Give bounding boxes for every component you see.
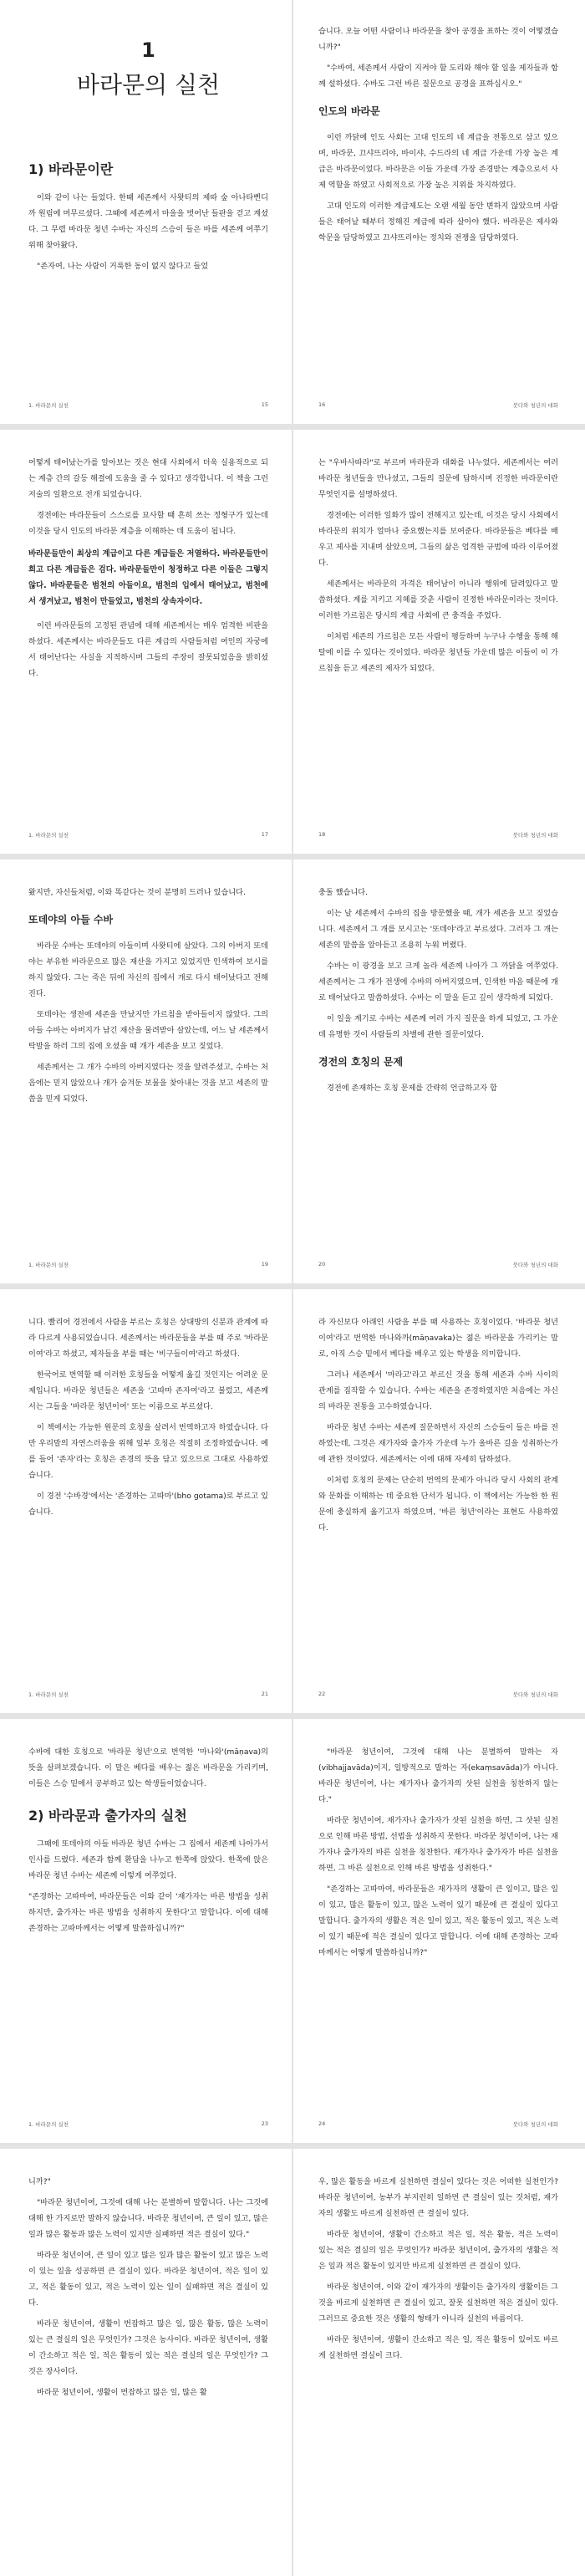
- page-footer: [318, 1691, 558, 1698]
- page-footer: [318, 401, 558, 409]
- page-21: [0, 1289, 292, 1713]
- page-26: [293, 2149, 585, 2576]
- page-number: 21: [261, 1691, 268, 1697]
- page-footer: [28, 2120, 268, 2128]
- running-title: 1. 바라문의 실천: [28, 402, 69, 409]
- page-number: 16: [318, 401, 326, 408]
- paragraph: 라 자신보다 아래인 사람을 부를 때 사용하는 호칭이었다. '바라문 청년이여'라고 번역한 마나와까(māṇavaka)는 젊은 바라문을 가리키는 말로, 아직 스승 밑에서 베다를 배우고 있는 학생을 의미합니다.: [318, 1318, 558, 1359]
- paragraph: 한국어로 번역할 때 이러한 호칭들을 어떻게 옮길 것인지는 어려운 문제입니다. 바라문 청년들은 세존을 '고따마 존자여'라고 불렀고, 세존께서는 그들을 '바라문 청년이여' 또는 이름으로 부르셨다.: [28, 1370, 268, 1411]
- section-heading: 또데야의 아들 수바: [28, 914, 114, 926]
- paragraph: "수바여, 세존께서 사람이 지켜야 할 도리와 해야 할 일을 제자들과 함께 설하셨다. 수바도 그런 바른 질문으로 공경을 표하십시오.": [318, 64, 558, 89]
- running-title: 붓다와 청년의 대화: [512, 832, 558, 839]
- paragraph: 습니다. 오늘 어떤 사람이나 바라문을 찾아 공경을 표하는 것이 어떻겠습니까?": [318, 27, 558, 52]
- paragraph: 니까?": [28, 2177, 51, 2186]
- page-23: [0, 1719, 292, 2143]
- paragraph: 세존께서는 바라문의 자격은 태어남이 아니라 행위에 달려있다고 말씀하셨다. 계를 지키고 지혜를 갖춘 사람이 진정한 바라문이라는 것이다. 이러한 가르침은 당시의 계급 사회에 큰 충격을 주었다.: [318, 579, 558, 620]
- paragraph: "존자여, 나는 사람이 거룩한 동이 없지 않다고 들었: [37, 262, 209, 271]
- page-number: 18: [318, 831, 326, 838]
- paragraph: 는 "우바사따라"로 부르며 바라문과 대화를 나누었다. 세존께서는 여러 바라문 청년들을 만나셨고, 그들의 질문에 답하시며 진정한 바라문이란 무엇인지를 설명하셨다.: [318, 458, 558, 499]
- paragraph: 우, 많은 활동을 바르게 실천하면 결실이 있다는 것은 어떠한 실천인가? 바라문 청년이여, 농부가 부지런히 일하면 큰 결실이 있는 것처럼, 재가자의 생활도 바르게 실천하면 큰 결실이 있다.: [318, 2177, 558, 2218]
- paragraph: 경전에는 이러한 일화가 많이 전해지고 있는데, 이것은 당시 사회에서 바라문의 위치가 얼마나 중요했는지를 보여준다. 바라문들은 베다를 배우고 제사를 지내며 살았으며, 그들의 삶은 엄격한 규범에 따라 이루어졌다.: [318, 511, 558, 568]
- page-16: [293, 0, 585, 424]
- spread-4: [0, 1289, 585, 1713]
- paragraph: 또데야는 생전에 세존을 만났지만 가르침을 받아들이지 않았다. 그의 아들 수바는 아버지가 남긴 재산을 물려받아 살았는데, 어느 날 세존께서 탁발을 하러 그의 집에 오셨을 때 개가 세존을 보고 짖었다.: [28, 1010, 268, 1051]
- section-heading: 2) 바라문과 출가자의 실천: [28, 1808, 187, 1824]
- paragraph: 수바는 이 광경을 보고 크게 놀라 세존께 나아가 그 까닭을 여쭈었다. 세존께서는 그 개가 전생에 수바의 아버지였으며, 인색한 마음 때문에 개로 태어났다고 말씀하셨다. 수바는 이 말을 듣고 깊이 생각하게 되었다.: [318, 962, 558, 1002]
- page-number: 22: [318, 1691, 326, 1697]
- section-heading: 인도의 바라문: [318, 105, 380, 117]
- page-footer: [28, 831, 268, 839]
- page-footer: [28, 401, 268, 409]
- paragraph: 이처럼 세존의 가르침은 모든 사람이 평등하며 누구나 수행을 통해 해탈에 이를 수 있다는 것이었다. 바라문 청년들 가운데 많은 이들이 이 가르침을 듣고 세존의 제자가 되었다.: [318, 632, 558, 673]
- running-title: 1. 바라문의 실천: [28, 2121, 69, 2128]
- paragraph: 그러나 세존께서 '마라고'라고 부르신 것을 통해 세존과 수바 사이의 관계를 짐작할 수 있습니다. 수바는 세존을 존경하였지만 처음에는 자신의 바라문 전통을 고수하였습니다.: [318, 1370, 558, 1411]
- paragraph: 바라문 청년이여, 생활이 번잡하고 많은 일, 많은 활: [37, 2388, 207, 2397]
- page-18: [293, 430, 585, 854]
- paragraph: 이 일을 계기로 수바는 세존께 여러 가지 질문을 하게 되었고, 그 가운데 유명한 것이 사람들의 차별에 관한 질문이었다.: [318, 1014, 558, 1039]
- page-footer: [28, 1691, 268, 1698]
- running-title: 붓다와 청년의 대화: [512, 402, 558, 409]
- running-title: 1. 바라문의 실천: [28, 1262, 69, 1268]
- paragraph: 충돌 했습니다.: [318, 888, 369, 897]
- paragraph: 바라문 청년이여, 이와 같이 재가자의 생활이든 출가자의 생활이든 그것을 바르게 실천하면 큰 결실이 있고, 잘못 실천하면 적은 결실이 있다. 그러므로 중요한 것은 생활의 형태가 아니라 실천의 바름이다.: [318, 2283, 558, 2324]
- page-19: [0, 860, 292, 1283]
- page-number: 20: [318, 1261, 326, 1268]
- paragraph: 이런 까닭에 인도 사회는 고대 인도의 네 계급을 전통으로 삼고 있으며, 바라문, 끄샤뜨리야, 바이샤, 수드라의 네 계급 가운데 가장 높은 계급은 바라문이었다. 바라문은 이들 가운데 가장 존경받는 계층으로서 사제 역할을 하였고 사회적으로 가장 높은 지위를 차지하였다.: [318, 133, 558, 190]
- page-footer: [318, 2120, 558, 2128]
- paragraph: 바라문 청년이여, 재가자나 출가자가 삿된 실천을 하면, 그 삿된 실천으로 인해 바른 방법, 선법을 성취하지 못한다. 바라문 청년이여, 나는 재가자나 출가자의 바른 실천을 칭찬한다. 재가자나 출가자가 바른 실천을 하면, 그 바른 실천으로 인해 바른 방법을 성취한다.": [318, 1816, 558, 1873]
- running-title: 붓다와 청년의 대화: [512, 1691, 558, 1698]
- paragraph: "바라문 청년이여, 그것에 대해 나는 분별하여 말하는 자(vibhajjavāda)이지, 일방적으로 말하는 자(ekaṃsavāda)가 아니다. 바라문 청년이여, 나는 재가자나 출가자의 삿된 실천을 칭찬하지 않는다.": [318, 1747, 558, 1804]
- spread-5: [0, 1719, 585, 2143]
- paragraph: 어떻게 태어났는가를 알아보는 것은 현대 사회에서 더욱 실용적으로 되는 계층 간의 갈등 해결에 도움을 줄 수 있다고 생각합니다. 이 책을 그런 저술의 일환으로 전개 되었습니다.: [28, 458, 268, 499]
- paragraph: 고대 인도의 이러한 계급제도는 오랜 세월 동안 변하지 않았으며 사람들은 태어날 때부터 정해진 계급에 따라 살아야 했다. 바라문은 제사와 학문을 담당하였고 끄샤뜨리야는 정치와 전쟁을 담당하였다.: [318, 201, 558, 242]
- spread-1: [0, 0, 585, 424]
- page-footer: [318, 831, 558, 839]
- running-title: 붓다와 청년의 대화: [512, 2121, 558, 2128]
- page-15: [0, 0, 292, 424]
- paragraph: 이와 같이 나는 들었다. 한때 세존께서 사왓티의 제따 숲 아나타삔디까 원림에 머무르셨다. 그때에 세존께서 마을을 벗어난 들판을 걷고 계셨다. 그 무렵 바라문 청년 수바는 자신의 스승이 들은 바를 세존께 여쭈기 위해 찾아왔다.: [28, 193, 268, 250]
- running-title: 1. 바라문의 실천: [28, 1691, 69, 1698]
- paragraph: 왔지만, 자신들처럼, 이와 똑같다는 것이 분명히 드러나 있습니다.: [28, 888, 246, 897]
- page-footer: [28, 1261, 268, 1268]
- page-footer: [318, 1261, 558, 1268]
- spread-6: [0, 2149, 585, 2576]
- paragraph: 이 책에서는 가능한 원문의 호칭을 살려서 번역하고자 하였습니다. 다만 우리말의 자연스러움을 위해 일부 호칭은 적절히 조정하였습니다. 예를 들어 '존자'라는 호칭은 존경의 뜻을 담고 있으므로 그대로 사용하였습니다.: [28, 1423, 268, 1480]
- section-heading: 1) 바라문이란: [28, 161, 114, 177]
- page-number: 23: [261, 2120, 268, 2127]
- page-25: [0, 2149, 292, 2576]
- running-title: 붓다와 청년의 대화: [512, 1262, 558, 1268]
- paragraph: 그때에 또데야의 아들 바라문 청년 수바는 그 집에서 세존께 나아가서 인사를 드렸다. 세존과 함께 환담을 나누고 한쪽에 앉았다. 한쪽에 앉은 바라문 청년 수바는 세존께 이렇게 여쭈었다.: [28, 1839, 268, 1880]
- running-title: 1. 바라문의 실천: [28, 832, 69, 839]
- quote: "존경하는 고따마여, 바라문들은 이와 같이 '재가자는 바른 방법을 성취하지만, 출가자는 바른 방법을 성취하지 못한다'고 말합니다. 이에 대해 존경하는 고따마께서는 어떻게 말씀하십니까?": [28, 1892, 268, 1933]
- spread-3: [0, 860, 585, 1283]
- paragraph: 바라문 수바는 또데야의 아들이며 사왓티에 살았다. 그의 아버지 또데야는 부유한 바라문으로 많은 재산을 가지고 있었지만 인색하여 보시를 하지 않았다. 그는 죽은 뒤에 자신의 집에서 개로 다시 태어났다고 전해진다.: [28, 941, 268, 998]
- paragraph: 니다. 빨리어 경전에서 사람을 부르는 호칭은 상대방의 신분과 관계에 따라 다르게 사용되었습니다. 세존께서는 바라문들을 부를 때 주로 '바라문이여'라고 하셨고, 제자들을 부를 때는 '비구들이여'라고 하셨다.: [28, 1318, 268, 1359]
- page-24: [293, 1719, 585, 2143]
- paragraph: "존경하는 고따마여, 바라문들은 재가자의 생활이 큰 일이고, 많은 일이 있고, 많은 활동이 있고, 많은 노력이 있기 때문에 큰 결실이 있다고 말합니다. 출가자의 생활은 적은 일이 있고, 적은 활동이 있고, 적은 노력이 있기 때문에 적은 결실이 있다고 말합니다. 이에 대해 존경하는 고따마께서는 어떻게 말씀하십니까?": [318, 1885, 558, 1957]
- page-number: 19: [261, 1261, 268, 1268]
- paragraph: 이는 날 세존께서 수바의 집을 방문했을 때, 개가 세존을 보고 짖었습니다. 세존께서 그 개를 보시고는 '또데야'라고 부르셨다. 그러자 그 개는 세존의 말씀을 알아듣고 조용히 누워 버렸다.: [318, 909, 558, 950]
- paragraph: 이 경전 '수바경'에서는 '존경하는 고따마'(bho gotama)로 부르고 있습니다.: [28, 1492, 268, 1517]
- paragraph: 경전에 존재하는 호칭 문제를 간략히 언급하고자 합: [327, 1084, 497, 1093]
- paragraph: 수바에 대한 호칭으로 '바라문 청년'으로 번역한 '마나와'(māṇava)의 뜻을 살펴보겠습니다. 이 말은 베다를 배우는 젊은 바라문을 가리키며, 이들은 스승 밑에서 공부하고 있는 학생들이었습니다.: [28, 1747, 268, 1788]
- chapter-title: 바라문의 실천: [76, 71, 221, 99]
- page-22: [293, 1289, 585, 1713]
- page-number: 24: [318, 2120, 326, 2127]
- paragraph: "바라문 청년이여, 그것에 대해 나는 분별하여 말합니다. 나는 그것에 대해 한 가지로만 말하지 않습니다. 바라문 청년이여, 큰 일이 있고, 많은 일과 많은 활동과 많은 노력이 있지만 실패하면 적은 결실이 있다.": [28, 2198, 268, 2239]
- paragraph: 바라문 청년이여, 생활이 간소하고 적은 일, 적은 활동이 있어도 바르게 실천하면 결실이 크다.: [318, 2335, 558, 2360]
- paragraph: 바라문 청년이여, 큰 일이 있고 많은 일과 많은 활동이 있고 많은 노력이 있는 일을 성공하면 큰 결실이 있다. 바라문 청년이여, 적은 일이 있고, 적은 활동이 있고, 적은 노력이 있는 일이 실패하면 적은 결실이 있다.: [28, 2251, 268, 2308]
- page-20: [293, 860, 585, 1283]
- page-17: [0, 430, 292, 854]
- section-heading: 경전의 호칭의 문제: [318, 1056, 404, 1068]
- spread-2: [0, 430, 585, 854]
- paragraph: 이처럼 호칭의 문제는 단순히 번역의 문제가 아니라 당시 사회의 관계와 문화를 이해하는 데 중요한 단서가 됩니다. 이 책에서는 가능한 한 원문에 충실하게 옮기고자 하였으며, '바른 청년'이라는 표현도 사용하였다.: [318, 1476, 558, 1533]
- chapter-number: 1: [141, 38, 155, 62]
- bold-quote: 바라문들만이 최상의 계급이고 다른 계급들은 저열하다. 바라문들만이 희고 다른 계급들은 검다. 바라문들만이 청정하고 다른 이들은 그렇지 않다. 바라문들은 범천의 아들이요, 범천의 입에서 태어났고, 범천에서 생겨났고, 범천이 만들었고, 범천의 상속자이다.: [28, 549, 268, 606]
- paragraph: 이런 바라문들의 고정된 관념에 대해 세존께서는 매우 엄격한 비판을 하셨다. 세존께서는 바라문들도 다른 계급의 사람들처럼 여인의 자궁에서 태어난다는 사실을 지적하시며 그들의 주장이 잘못되었음을 밝히셨다.: [28, 621, 268, 678]
- paragraph: 바라문 청년 수바는 세존께 질문하면서 자신의 스승들이 들은 바를 전하였는데, 그것은 재가자와 출가자 가운데 누가 올바른 길을 성취하는가에 관한 것이었다. 세존께서는 이에 대해 자세히 답하셨다.: [318, 1423, 558, 1464]
- page-number: 17: [261, 831, 268, 838]
- page-number: 15: [261, 401, 268, 408]
- paragraph: 세존께서는 그 개가 수바의 아버지였다는 것을 알려주셨고, 수바는 처음에는 믿지 않았으나 개가 숨겨둔 보물을 찾아내는 것을 보고 세존의 말씀을 믿게 되었다.: [28, 1063, 268, 1104]
- paragraph: 경전에는 바라문들이 스스로를 묘사할 때 흔히 쓰는 정형구가 있는데 이것을 당시 인도의 바라문 계층을 이해하는 데 도움이 됩니다.: [28, 511, 268, 536]
- paragraph: 바라문 청년이여, 생활이 번잡하고 많은 일, 많은 활동, 많은 노력이 있는 큰 결실의 일은 무엇인가? 그것은 농사이다. 바라문 청년이여, 생활이 간소하고 적은 일, 적은 활동이 있는 적은 결실의 일은 무엇인가? 그것은 장사이다.: [28, 2319, 268, 2376]
- paragraph: 바라문 청년이여, 생활이 간소하고 적은 일, 적은 활동, 적은 노력이 있는 적은 결실의 일은 무엇인가? 바라문 청년이여, 출가자의 생활은 적은 일과 적은 활동이 있지만 바르게 실천하면 큰 결실이 있다.: [318, 2230, 558, 2271]
